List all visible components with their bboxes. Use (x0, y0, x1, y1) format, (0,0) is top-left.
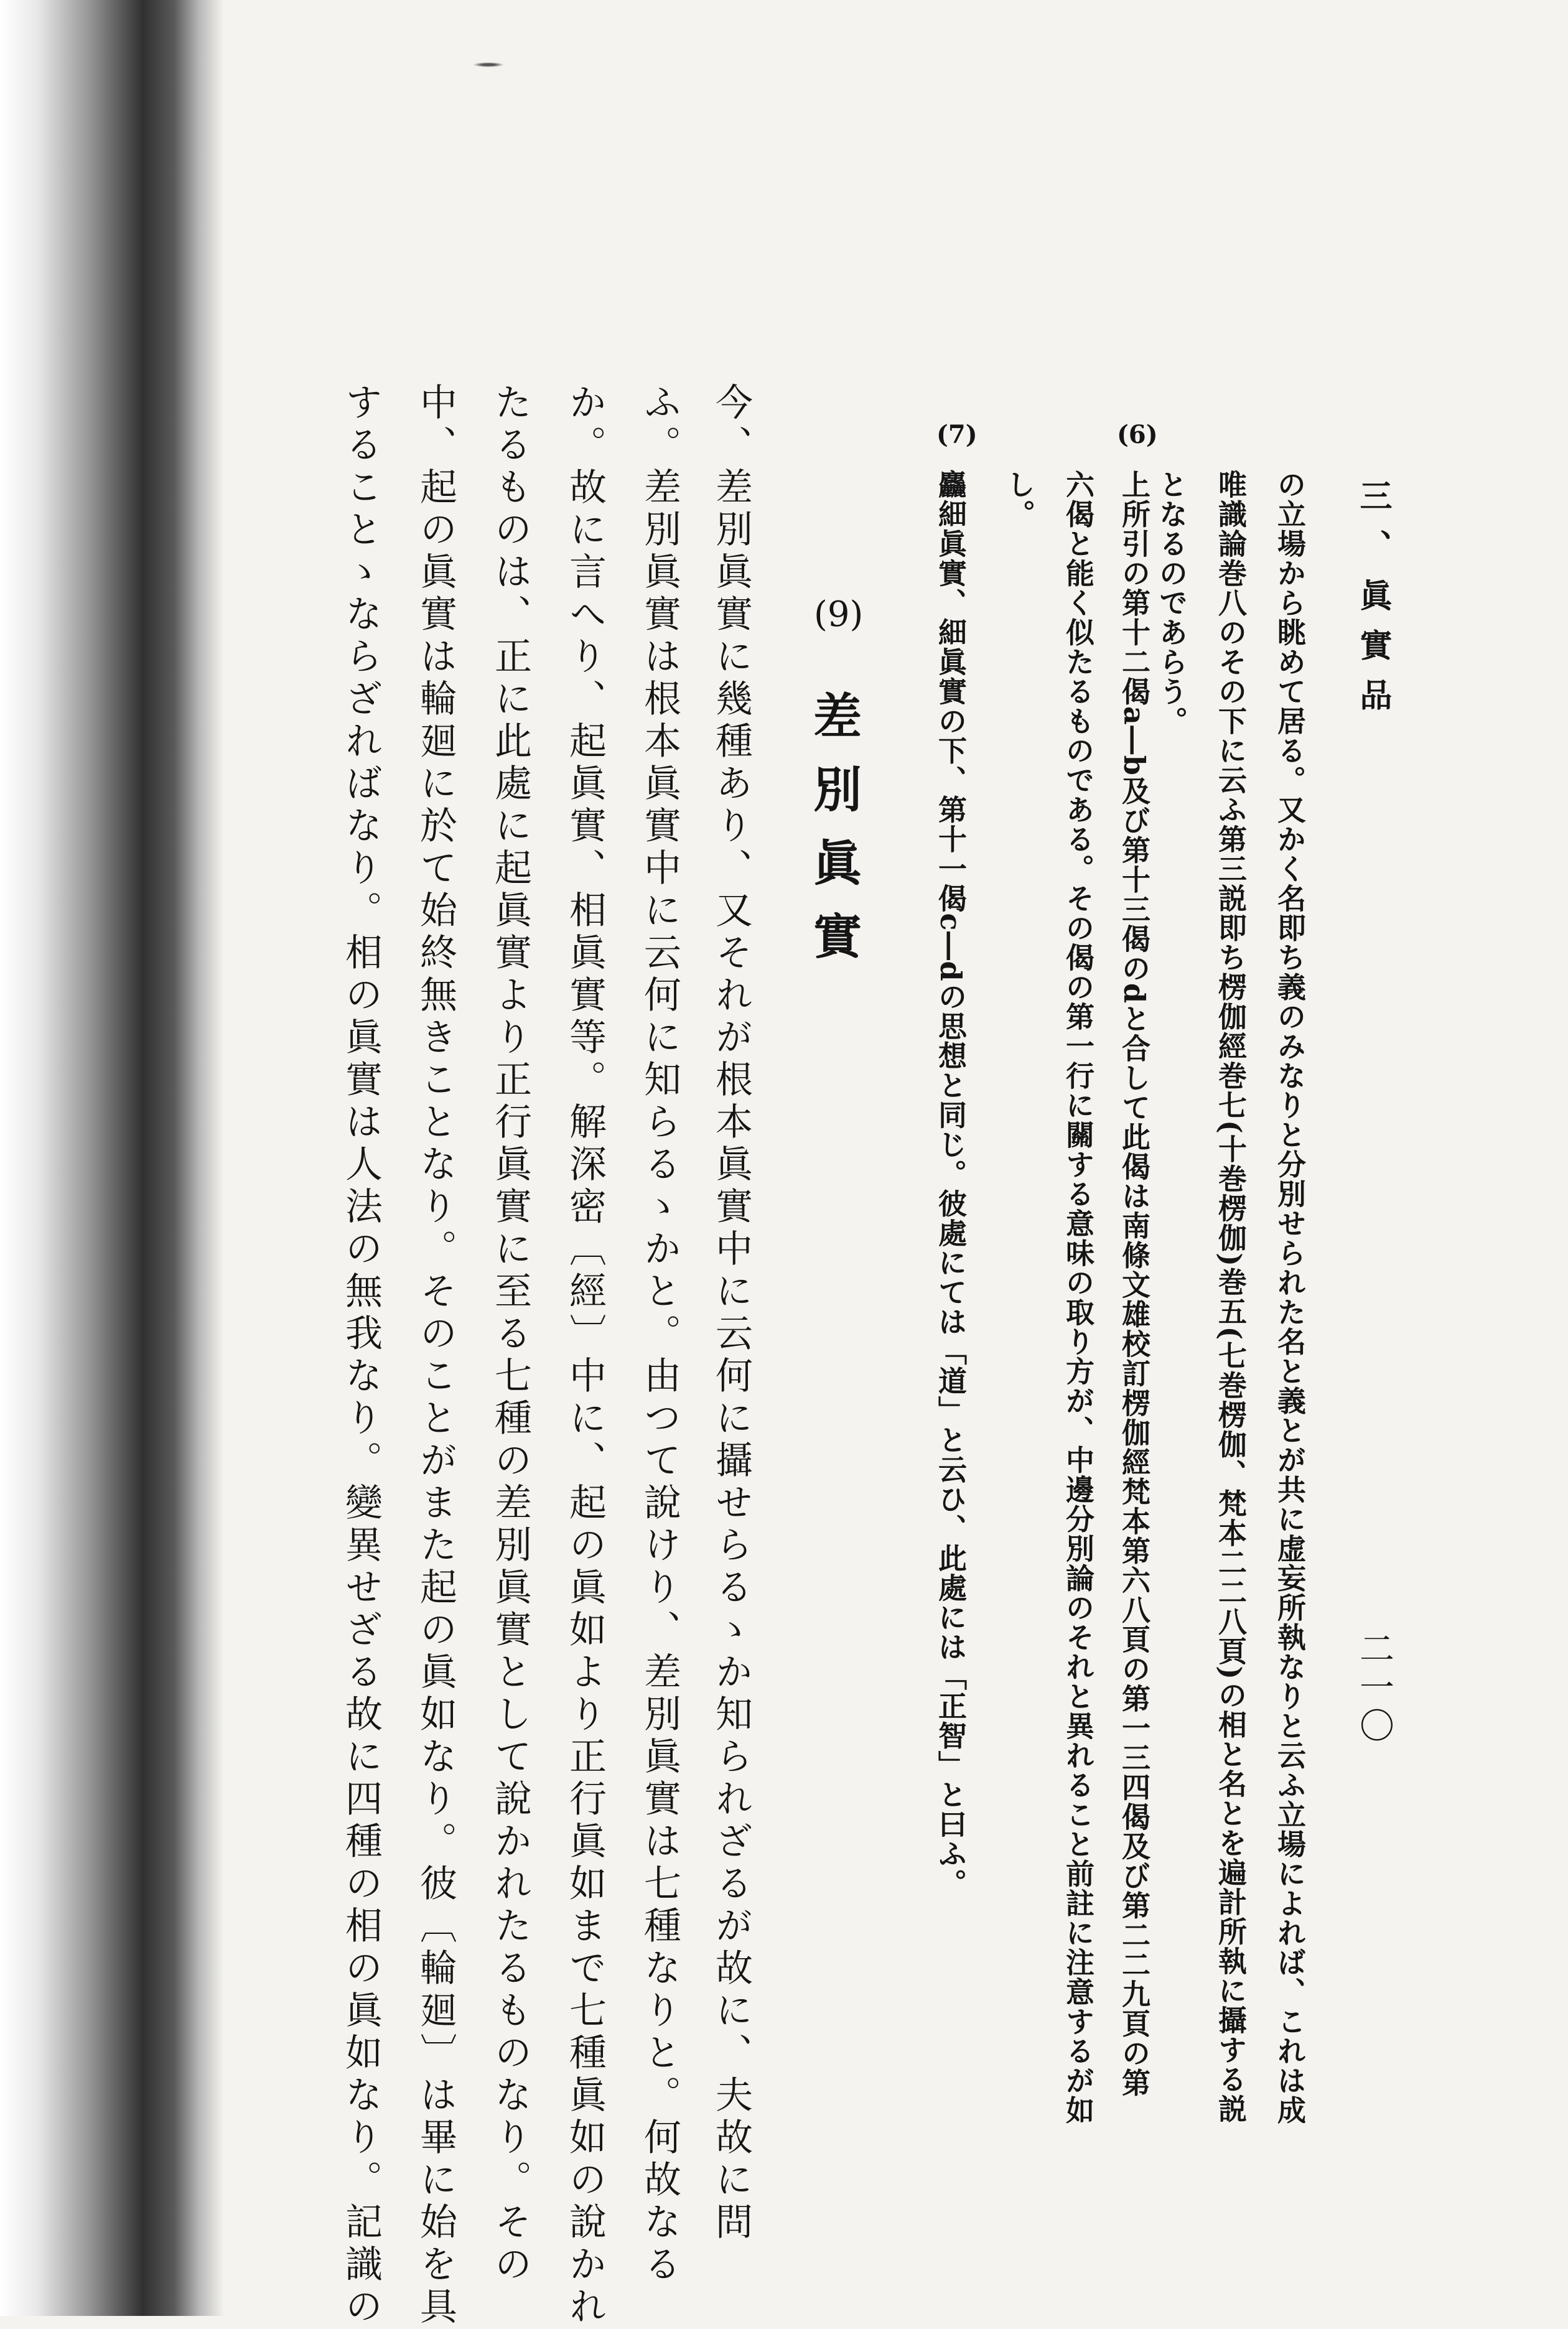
body-line: 今、差別眞實に幾種あり、又それが根本眞實中に云何に攝せらるゝか知られざるが故に、夫故に問 (709, 383, 753, 2244)
note-line: 六偈と能く似たるものである。その偈の第一行に關する意味の取り方が、中邊分別論のそれと異れること前註に注意するが如 (1062, 470, 1095, 2125)
body-line: 中、起の眞實は輪廻に於て始終無きことなり。そのことがまた起の眞如なり。彼〔輪廻〕は畢に始を具 (414, 383, 457, 2329)
note-number: (7) (936, 420, 978, 449)
scan-speck (473, 62, 504, 67)
note-line: の立場から眺めて居る。又かく名即ち義のみなりと分別せられた名と義とが共に虚妄所執なりと云ふ立場によれば、これは成 (1273, 470, 1307, 2125)
body-line: か。故に言へり、起眞實、相眞實等。解深密〔經〕中に、起の眞如より正行眞如まで七種眞如の說かれ (563, 383, 607, 2329)
note-number: (6) (1117, 420, 1158, 449)
section-title: 差別眞實 (805, 691, 862, 984)
body-line: ふ。差別眞實は根本眞實中に云何に知らるゝかと。由つて說けり、差別眞實は七種なりと。何故なる (638, 383, 681, 2287)
note-line: 麤細眞實、細眞實の下、第十一偈c―dの思想と同じ。彼處にては「道」と云ひ、此處には「正智」と曰ふ。 (934, 470, 968, 1898)
section-number: (9) (814, 594, 864, 635)
running-header-chapter: 三、眞實品 (1354, 479, 1392, 728)
note-line: 上所引の第十二偈a―b及び第十三偈のdと合して此偈は南條文雄校訂楞伽經梵本第六八頁の第一三四偈及び第二二九頁の第 (1118, 470, 1151, 2098)
binding-shadow (0, 0, 224, 2316)
note-line: し。 (1002, 470, 1036, 529)
note-line: 唯識論巻八のその下に云ふ第三説即ち楞伽經巻七(十巻楞伽)巻五(七巻楞伽、梵本二二八頁)の相と名とを遍計所執に攝する説 (1214, 470, 1248, 2124)
note-line: となるのであらう。 (1155, 470, 1188, 736)
body-line: たるものは、正に此處に起眞實より正行眞實に至る七種の差別眞實として說かれたるものなり。その (488, 383, 532, 2287)
page-number: 二一〇 (1354, 1630, 1394, 1746)
body-line: することゝならざればなり。相の眞實は人法の無我なり。變異せざる故に四種の相の眞如なり。記識の (339, 383, 383, 2329)
